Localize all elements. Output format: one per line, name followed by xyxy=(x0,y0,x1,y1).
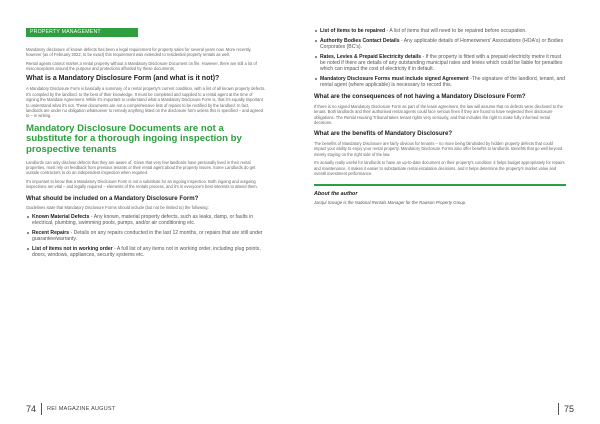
list-item-title: List of items not in working order xyxy=(32,245,113,252)
list-item-text: -The signature of the landlord, tenant, and rental agent (where applicable) is necessary to record this. xyxy=(320,76,565,89)
footer-divider xyxy=(558,403,559,415)
body-paragraph: It's important to know that a Mandatory Disclosure Form is not a substitute for an ingoing inspection. Both ingoing and outgoing inspections are vital – and legally required – elements of the rentals process, and it's in everyone's best interests to attend them. xyxy=(26,179,258,190)
feature-heading: Mandatory Disclosure Documents are not a substitute for a thorough ingoing inspection by prospective tenants xyxy=(26,122,242,156)
list-item xyxy=(314,38,566,50)
author-divider xyxy=(314,184,566,185)
list-item-title: Rates, Levies & Prepaid Electricity details xyxy=(320,53,422,60)
magazine-name: REI MAGAZINE AUGUST xyxy=(47,406,116,412)
list-item-text: - If the property is fitted with a prepaid electricity metre it must be noted if there are details of any outstanding municipal rates and levies which could be liable for penalties which can impact the cost of electricity if in default. xyxy=(320,53,563,73)
list-item-title: List of items to be repaired xyxy=(320,28,386,34)
section-tag: PROPERTY MANAGEMENT xyxy=(26,28,138,37)
list-item xyxy=(26,230,266,242)
intro-paragraph: Rental agents cannot market a rental property without a Mandatory Disclosure Document on file. However, there are still a lot of misconceptions around the purpose and protections afforded by these documents. xyxy=(26,61,257,72)
list-item xyxy=(26,246,266,258)
right-footer xyxy=(553,403,574,415)
list-item-text: - Details on any repairs conducted in the last 12 months, or repairs that are still under guarantee/warranty. xyxy=(32,229,263,243)
list-item-text: - A list of items that will need to be repaired before occupation. xyxy=(385,28,527,34)
right-column xyxy=(314,28,566,209)
author-description: Jacqui Savage is the National Rentals Manager for the Rawson Property Group. xyxy=(314,200,467,206)
list-item-text: - A full list of any items not in working order, including plug points, doors, windows, appliances, security systems etc. xyxy=(32,245,261,259)
list-item-title: Known Material Defects xyxy=(32,213,90,220)
body-paragraph: Landlords can only disclose defects that they are aware of. Given that very few landlords have personally lived in their rental properties, most rely on feedback from previous tenants or their rental agent about the property issues. Some Landlords do get outside contractors to do an independent inspection when required. xyxy=(26,159,256,176)
page-number-left: 74 xyxy=(26,404,37,414)
heading-what-is: What is a Mandatory Disclosure Form (and what is it not)? xyxy=(26,75,220,82)
benefits-paragraph: The benefits of Mandatory Disclosure are fairly obvious for tenants – no more being blindsided by hidden property defects that could impact your ability to enjoy your rental property. Mandatory Disclosure Forms also offer benefits to landlords. Benefits that go well beyond merely staying on the right side of the law. xyxy=(314,140,563,157)
list-item-title: Recent Repairs xyxy=(32,229,70,236)
list-item xyxy=(314,54,566,73)
left-footer xyxy=(26,403,115,415)
list-item xyxy=(314,28,566,34)
include-intro: Guidelines state that Mandatory Disclosure Forms should include (but not be limited to) the following: xyxy=(26,205,209,211)
what-paragraph: A Mandatory Disclosure Form is basically a summary of a rental property's current condition, with a list of all known property defects. It's compiled by the landlord, to the best of their knowledge. It must be completed and supplied to a rental agent at the time of signing the Mandate Agreement. While it's important to understand what a Mandatory Disclosure Form is, that it's equally important to understand what it's not. These documents are not a comprehensive lists of repairs to be rectified by the landlord. In fact, landlords are under no obligation whatsoever to remedy anything listed on the disclosure form unless this is specified – and agreed to – in writing. xyxy=(26,86,266,119)
author-title: About the author xyxy=(314,190,358,197)
heading-benefits: What are the benefits of Mandatory Disclosure? xyxy=(314,130,453,138)
right-page xyxy=(300,0,600,424)
consequences-paragraph: If there is no signed Mandatory Disclosure Form as part of the lease agreement, the law will assume that no defects were disclosed to the tenant. Both landlords and their authorised rental agents could face serious fines if they are found to have neglected their disclosure obligations. The Rental Housing Tribunal takes tenant rights very seriously, and that includes the right to make fully informed rental decisions. xyxy=(314,103,563,126)
intro-paragraph: Mandatory disclosure of known defects has been a legal requirement for property sales for several years now. More recently, however (as of February 2022, to be exact) this requirement was extended to residential property rentals as well. xyxy=(26,47,252,58)
list-item xyxy=(26,214,266,226)
list-item xyxy=(314,76,566,88)
heading-consequences: What are the consequences of not having a Mandatory Disclosure Form? xyxy=(314,93,526,101)
list-item-text: - Any known, material property defects, such as leaks, damp, or faults in electrical, plumbing, swimming pools, pumps, and/or air conditioning etc. xyxy=(32,213,254,227)
benefits-paragraph: It's actually really useful for landlords to have an up-to-date document on their property's condition: it helps budget appropriately for repairs and maintenance, it makes it easier to substantiate rental escalation decisions, and it helps determine the property's market value and overall investment performance. xyxy=(314,160,565,177)
heading-what-included: What should be included on a Mandatory Disclosure Form? xyxy=(26,194,199,202)
list-item-title: Mandatory Disclosure Forms must include signed Agreement xyxy=(320,76,469,82)
left-column xyxy=(26,47,266,262)
list-item-title: Authority Bodies Contact Details xyxy=(320,37,400,44)
footer-divider xyxy=(41,403,42,415)
list-item-text: - Any applicable details of Homeowners' Associations (HOA's) or Bodies Corporates (BC's). xyxy=(320,37,564,50)
page-number-right: 75 xyxy=(563,404,574,414)
